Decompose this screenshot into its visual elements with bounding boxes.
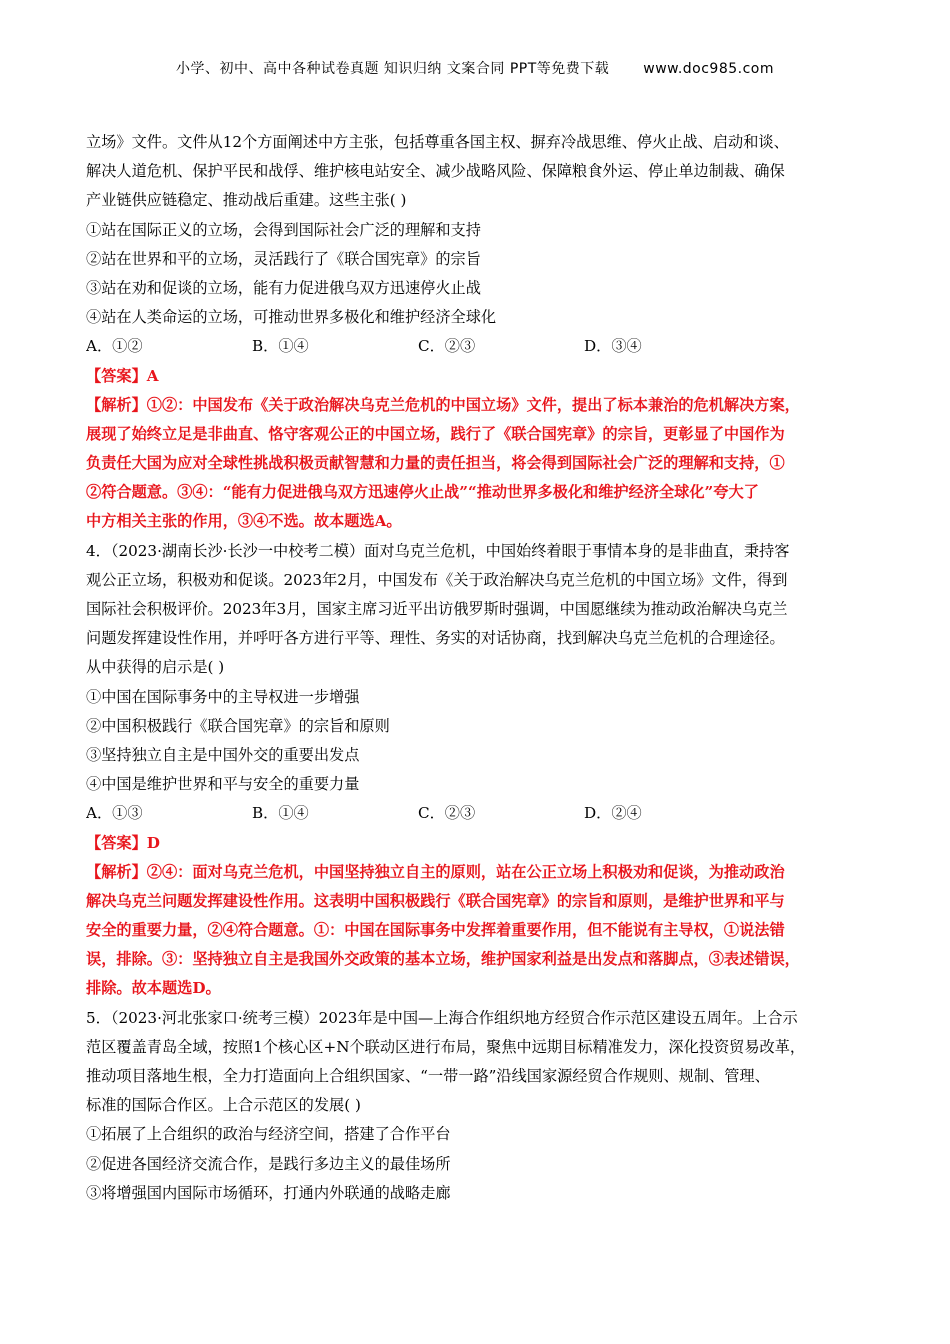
- page-header: [0, 58, 950, 78]
- analysis-line: 中方相关主张的作用，③④不选。故本题选A。: [86, 512, 402, 531]
- option-a: A．①③: [86, 804, 143, 823]
- question-stem-line: 标准的国际合作区。上合示范区的发展( ): [86, 1096, 361, 1115]
- question-stem-line: 产业链供应链稳定、推动战后重建。这些主张( ): [86, 191, 407, 210]
- statement-item: ③站在劝和促谈的立场，能有力促进俄乌双方迅速停火止战: [86, 278, 481, 297]
- statement-item: ④中国是维护世界和平与安全的重要力量: [86, 775, 360, 794]
- question-stem-line: 5．（2023·河北张家口·统考三模）2023年是中国—上海合作组织地方经贸合作示范区建设五周年。上合示: [86, 1008, 798, 1027]
- statement-item: ②站在世界和平的立场，灵活践行了《联合国宪章》的宗旨: [86, 249, 481, 268]
- analysis-line: 安全的重要力量，②④符合题意。①：中国在国际事务中发挥着重要作用，但不能说有主导权，①说法错: [86, 921, 785, 940]
- option-b: B．①④: [252, 804, 309, 823]
- document-body: [86, 128, 876, 1208]
- question-stem-line: 问题发挥建设性作用，并呼吁各方进行平等、理性、务实的对话协商，找到解决乌克兰危机的合理途径。: [86, 629, 785, 648]
- analysis-line: 排除。故本题选D。: [86, 979, 221, 998]
- statement-item: ①站在国际正义的立场，会得到国际社会广泛的理解和支持: [86, 220, 481, 239]
- question-stem-line: 国际社会积极评价。2023年3月，国家主席习近平出访俄罗斯时强调，中国愿继续为推动政治解决乌克兰: [86, 600, 788, 618]
- option-d: D．②④: [584, 804, 642, 823]
- option-c: C．②③: [418, 804, 476, 823]
- answer-options: [86, 332, 876, 361]
- header-url[interactable]: www.doc985.com: [643, 61, 775, 77]
- question-stem-line: 解决人道危机、保护平民和战俘、维护核电站安全、减少战略风险、保障粮食外运、停止单边制裁、确保: [86, 162, 785, 181]
- statement-item: ④站在人类命运的立场，可推动世界多极化和维护经济全球化: [86, 308, 497, 327]
- question-5: [86, 1004, 876, 1208]
- statement-item: ①中国在国际事务中的主导权进一步增强: [86, 687, 360, 706]
- question-stem-line: 立场》文件。文件从12个方面阐述中方主张，包括尊重各国主权、摒弃冷战思维、停火止战、启动和谈、: [86, 133, 789, 151]
- analysis-line: ②符合题意。③④：“能有力促进俄乌双方迅速停火止战”“推动世界多极化和维护经济全球化”夸大了: [86, 483, 759, 502]
- answer-line: 【答案】D: [86, 833, 160, 852]
- option-b: B．①④: [252, 337, 309, 356]
- analysis-line: 【解析】①②：中国发布《关于政治解决乌克兰危机的中国立场》文件，提出了标本兼治的危机解决方案，: [86, 395, 800, 414]
- question-stem-line: 范区覆盖青岛全域，按照1个核心区+N个联动区进行布局，聚焦中远期目标精准发力，深化投资贸易改革，: [86, 1037, 806, 1056]
- question-4: [86, 537, 876, 1004]
- option-c: C．②③: [418, 337, 476, 356]
- statement-item: ②促进各国经济交流合作，是践行多边主义的最佳场所: [86, 1154, 451, 1173]
- option-a: A．①②: [86, 337, 143, 356]
- question-stem-line: 推动项目落地生根，全力打造面向上合组织国家、“一带一路”沿线国家源经贸合作规则、规制、管理、: [86, 1067, 770, 1085]
- option-d: D．③④: [584, 337, 642, 356]
- answer-line: 【答案】A: [86, 366, 159, 385]
- statement-item: ③将增强国内国际市场循环，打通内外联通的战略走廊: [86, 1183, 451, 1202]
- question-3: [86, 128, 876, 537]
- analysis-line: 负责任大国为应对全球性挑战积极贡献智慧和力量的责任担当，将会得到国际社会广泛的理解和支持，①: [86, 454, 785, 473]
- analysis-line: 展现了始终立足是非曲直、恪守客观公正的中国立场，践行了《联合国宪章》的宗旨，更彰显了中国作为: [86, 424, 785, 443]
- statement-item: ②中国积极践行《联合国宪章》的宗旨和原则: [86, 716, 390, 735]
- question-stem-line: 4．（2023·湖南长沙·长沙一中校考二模）面对乌克兰危机，中国始终着眼于事情本身的是非曲直，秉持客: [86, 541, 790, 560]
- header-text: 小学、初中、高中各种试卷真题 知识归纳 文案合同 PPT等免费下载: [175, 61, 610, 77]
- analysis-line: 解决乌克兰问题发挥建设性作用。这表明中国积极践行《联合国宪章》的宗旨和原则，是维护世界和平与: [86, 891, 785, 910]
- question-stem-line: 从中获得的启示是( ): [86, 658, 225, 677]
- analysis-line: 误，排除。③：坚持独立自主是我国外交政策的基本立场，维护国家利益是出发点和落脚点，③表述错误，: [86, 950, 800, 969]
- statement-item: ①拓展了上合组织的政治与经济空间，搭建了合作平台: [86, 1125, 451, 1144]
- answer-options: [86, 799, 876, 828]
- question-stem-line: 观公正立场，积极劝和促谈。2023年2月，中国发布《关于政治解决乌克兰危机的中国立场》文件，得到: [86, 570, 788, 589]
- statement-item: ③坚持独立自主是中国外交的重要出发点: [86, 745, 360, 764]
- analysis-line: 【解析】②④：面对乌克兰危机，中国坚持独立自主的原则，站在公正立场上积极劝和促谈，为推动政治: [86, 862, 785, 881]
